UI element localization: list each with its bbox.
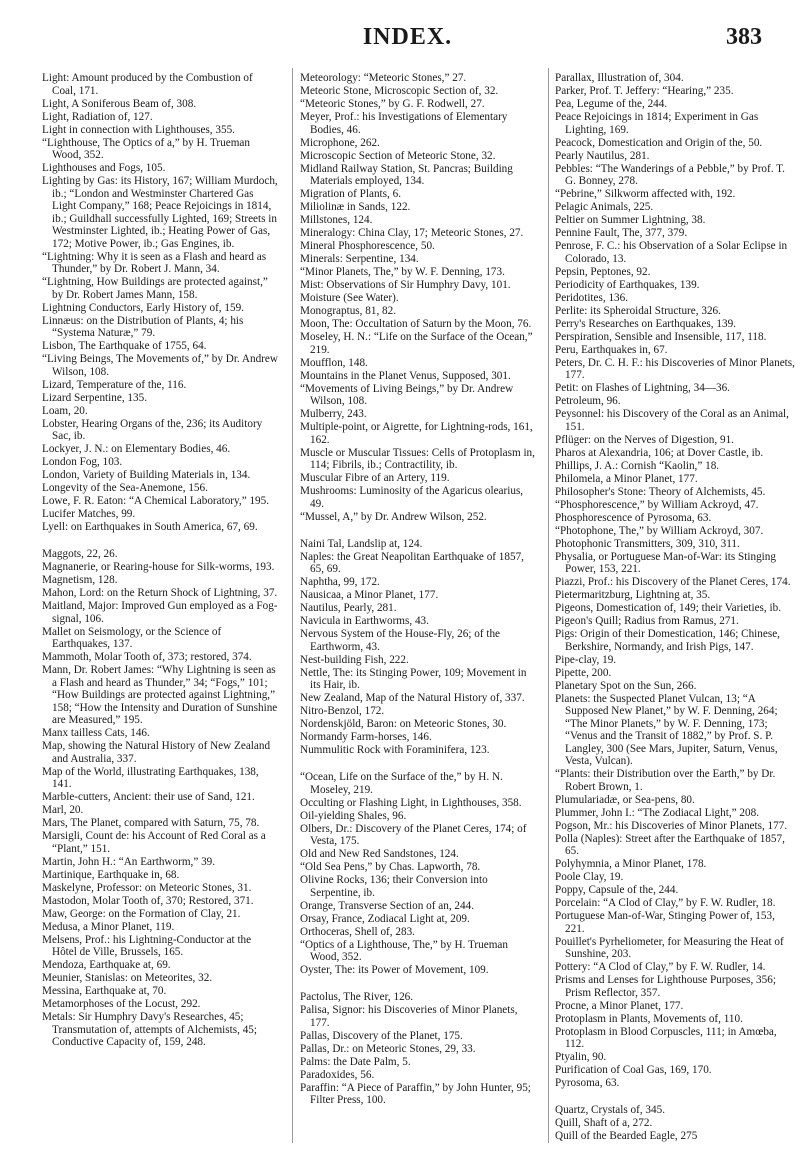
index-entry: Naini Tal, Landslip at, 124. [300, 537, 423, 550]
index-entry: Pigs: Origin of their Domestication, 146; Chinese, Berkshire, Normandy, and Irish Pigs, 147. [555, 628, 780, 653]
index-entry: Purification of Coal Gas, 169, 170. [555, 1064, 712, 1076]
index-entry: Light, A Soniferous Beam of, 308. [42, 97, 197, 110]
index-entry: Philosopher's Stone: Theory of Alchemists, 45. [555, 485, 766, 498]
index-entry: Pactolus, The River, 126. [300, 991, 414, 1003]
index-entry: Mars, The Planet, compared with Saturn, 75, 78. [42, 817, 260, 829]
index-entry: Quill of the Bearded Eagle, 275 [555, 1130, 698, 1142]
index-entry: Minerals: Serpentine, 134. [300, 253, 419, 265]
index-entry: Moseley, H. N.: “Life on the Surface of the Ocean,” 219. [300, 331, 533, 356]
index-entry: “Plants: their Distribution over the Earth,” by Dr. Robert Brown, 1. [555, 768, 776, 793]
index-entry: “Movements of Living Beings,” by Dr. Andrew Wilson, 108. [300, 382, 514, 407]
index-entry: Olbers, Dr.: Discovery of the Planet Ceres, 174; of Vesta, 175. [300, 822, 527, 847]
index-entry: “Minor Planets, The,” by W. F. Denning, 173. [300, 266, 505, 278]
index-entry: Peace Rejoicings in 1814; Experiment in Gas Lighting, 169. [555, 111, 759, 136]
index-entry: Mineral Phosphorescence, 50. [300, 240, 435, 252]
index-entry: Mineralogy: China Clay, 17; Meteoric Stones, 27. [300, 227, 524, 239]
index-entry: Lizard, Temperature of the, 116. [42, 378, 187, 391]
column-divider [292, 68, 293, 1143]
index-entry: Protoplasm in Plants, Movements of, 110. [555, 1012, 743, 1025]
index-entry: Pflüger: on the Nerves of Digestion, 91. [555, 433, 734, 446]
index-entry: Procne, a Minor Planet, 177. [555, 999, 684, 1012]
index-entry: Phosphorescence of Pyrosoma, 63. [555, 511, 712, 524]
index-entry: Peru, Earthquakes in, 67. [555, 343, 668, 356]
index-entry: Nautilus, Pearly, 281. [300, 602, 397, 614]
index-entry: Magnetism, 128. [42, 574, 118, 586]
index-entry: Microscopic Section of Meteoric Stone, 32. [300, 149, 496, 162]
index-entry: London, Variety of Building Materials in, 134. [42, 469, 251, 481]
index-entry: Perspiration, Sensible and Insensible, 117, 118. [555, 330, 767, 343]
index-entry: Periodicity of Earthquakes, 139. [555, 278, 700, 291]
index-entry: Pouillet's Pyrheliometer, for Measuring the Heat of Sunshine, 203. [555, 935, 784, 960]
index-entry: Meteoric Stone, Microscopic Section of, 32. [300, 85, 499, 97]
index-entry: Moufflon, 148. [300, 356, 368, 369]
index-entry: Mammoth, Molar Tooth of, 373; restored, 374. [42, 651, 252, 663]
index-column-3 [555, 72, 795, 1143]
index-entry: Nausicaa, a Minor Planet, 177. [300, 589, 439, 601]
column-divider [548, 68, 549, 1143]
index-entry: Lightning Conductors, Early History of, 159. [42, 301, 244, 314]
index-entry: Pigeons, Domestication of, 149; their Varieties, ib. [555, 602, 781, 614]
index-entry: “Phosphorescence,” by William Ackroyd, 47. [555, 498, 759, 511]
page-header [45, 24, 770, 58]
index-entry: Pyrosoma, 63. [555, 1077, 620, 1089]
index-entry: Pallas, Discovery of the Planet, 175. [300, 1029, 463, 1042]
index-entry: Muscular Fibre of an Artery, 119. [300, 472, 450, 484]
index-entry: Messina, Earthquake at, 70. [42, 985, 167, 997]
index-entry: Portuguese Man-of-War, Stinging Power of, 153, 221. [555, 910, 775, 935]
index-entry: Ptyalin, 90. [555, 1051, 607, 1063]
index-entry: “Living Beings, The Movements of,” by Dr. Andrew Wilson, 108. [42, 353, 278, 378]
index-entry: Perry's Researches on Earthquakes, 139. [555, 317, 736, 330]
index-entry: Pharos at Alexandria, 106; at Dover Castle, ib. [555, 446, 764, 459]
index-entry: Mushrooms: Luminosity of the Agaricus olearius, 49. [300, 485, 524, 510]
index-entry: Lockyer, J. N.: on Elementary Bodies, 46. [42, 443, 231, 455]
letter-section-gap [555, 1090, 795, 1104]
index-entry: Navicula in Earthworms, 43. [300, 615, 429, 627]
index-entry: Plummer, John I.: “The Zodiacal Light,” 208. [555, 806, 759, 819]
index-entry: Normandy Farm-horses, 146. [300, 731, 432, 743]
index-entry: Pearly Nautilus, 281. [555, 149, 650, 162]
index-entry: Nitro-Benzol, 172. [300, 705, 385, 717]
index-entry: Petit: on Flashes of Lightning, 34—36. [555, 382, 730, 394]
index-entry: Oil-yielding Shales, 96. [300, 809, 407, 822]
index-entry: Metamorphoses of the Locust, 292. [42, 998, 201, 1010]
index-entry: Mastodon, Molar Tooth of, 370; Restored, 371. [42, 894, 254, 907]
index-entry: Light, Radiation of, 127. [42, 110, 153, 123]
index-entry: Migration of Plants, 6. [300, 188, 401, 200]
index-entry: Meunier, Stanislas: on Meteorites, 32. [42, 972, 213, 984]
index-entry: “Lightning, How Buildings are protected against,” by Dr. Robert James Mann, 158. [42, 276, 268, 301]
index-entry: Naples: the Great Neapolitan Earthquake of 1857, 65, 69. [300, 550, 524, 575]
index-entry: Planets: the Suspected Planet Vulcan, 13; “A Supposed New Planet,” by W. F. Denning, 264; “The Minor Planets,” by W. F. Denning, 173; “Venus and the Transit of 1882,” by Prof. S. P. Langley, 300 (See Mars, Jupiter, Saturn, Venus, Vesta, Vulcan). [555, 692, 778, 767]
index-entry: Map of the World, illustrating Earthquakes, 138, 141. [42, 765, 259, 790]
index-entry: Lobster, Hearing Organs of the, 236; its Auditory Sac, ib. [42, 417, 263, 442]
index-entry: Light in connection with Lighthouses, 355. [42, 123, 235, 136]
index-entry: Maw, George: on the Formation of Clay, 21. [42, 907, 241, 920]
index-entry: Peridotites, 136. [555, 291, 629, 304]
index-entry: “Optics of a Lighthouse, The,” by H. Trueman Wood, 352. [300, 938, 508, 963]
index-entry: Lisbon, The Earthquake of 1755, 64. [42, 340, 207, 352]
index-entry: Polla (Naples): Street after the Earthquake of 1857, 65. [555, 832, 785, 857]
index-entry: Mist: Observations of Sir Humphry Davy, 101. [300, 279, 511, 291]
index-entry: Orsay, France, Zodiacal Light at, 209. [300, 912, 470, 925]
index-entry: Meyer, Prof.: his Investigations of Elementary Bodies, 46. [300, 111, 508, 136]
index-entry: Nest-building Fish, 222. [300, 653, 409, 666]
index-entry: Petroleum, 96. [555, 395, 621, 407]
index-entry: Physalia, or Portuguese Man-of-War: its Stinging Power, 153, 221. [555, 550, 776, 575]
index-entry: Mulberry, 243. [300, 408, 367, 420]
index-entry: Photophonic Transmitters, 309, 310, 311. [555, 537, 740, 550]
index-entry: Old and New Red Sandstones, 124. [300, 848, 459, 860]
index-entry: Parallax, Illustration of, 304. [555, 72, 684, 84]
index-entry: Martin, John H.: “An Earthworm,” 39. [42, 855, 216, 868]
index-entry: Meteorology: “Meteoric Stones,” 27. [300, 72, 467, 84]
index-entry: Lowe, F. R. Eaton: “A Chemical Laboratory,” 195. [42, 495, 270, 507]
index-entry: Map, showing the Natural History of New Zealand and Australia, 337. [42, 740, 271, 765]
index-entry: Nervous System of the House-Fly, 26; of the Earthworm, 43. [300, 628, 501, 653]
index-entry: Pelagic Animals, 225. [555, 201, 654, 213]
index-column-2 [300, 72, 536, 1107]
index-entry: Lucifer Matches, 99. [42, 508, 136, 520]
index-entry: Manx tailless Cats, 146. [42, 727, 150, 739]
index-entry: “Lightning: Why it is seen as a Flash and heard as Thunder,” by Dr. Robert J. Mann, 34. [42, 250, 267, 275]
index-entry: Mahon, Lord: on the Return Shock of Lightning, 37. [42, 587, 278, 599]
running-title: INDEX. [362, 24, 453, 50]
index-entry: Occulting or Flashing Light, in Lighthouses, 358. [300, 796, 522, 809]
index-entry: Naphtha, 99, 172. [300, 576, 380, 588]
index-entry: Lyell: on Earthquakes in South America, 67, 69. [42, 521, 258, 533]
index-entry: “Ocean, Life on the Surface of the,” by H. N. Moseley, 219. [300, 771, 503, 796]
index-entry: Poole Clay, 19. [555, 871, 624, 883]
index-entry: Oyster, The: its Power of Movement, 109. [300, 964, 489, 976]
index-entry: Pea, Legume of the, 244. [555, 98, 668, 110]
index-entry: Midland Railway Station, St. Pancras; Building Materials employed, 134. [300, 162, 513, 187]
index-entry: Light: Amount produced by the Combustion of Coal, 171. [42, 72, 253, 97]
index-entry: New Zealand, Map of the Natural History of, 337. [300, 692, 525, 704]
index-entry: Palisa, Signor: his Discoveries of Minor Planets, 177. [300, 1004, 518, 1029]
index-entry: Moon, The: Occultation of Saturn by the Moon, 76. [300, 318, 532, 330]
index-entry: Pigeon's Quill; Radius from Ramus, 271. [555, 615, 739, 627]
index-entry: Porcelain: “A Clod of Clay,” by F. W. Rudler, 18. [555, 897, 776, 909]
index-entry: Pietermaritzburg, Lightning at, 35. [555, 589, 711, 601]
letter-section-gap [300, 757, 536, 771]
index-entry: Mendoza, Earthquake at, 69. [42, 959, 171, 971]
index-entry: “Lighthouse, The Optics of a,” by H. Trueman Wood, 352. [42, 136, 250, 161]
index-entry: Millstones, 124. [300, 214, 373, 226]
index-entry: Palms: the Date Palm, 5. [300, 1055, 411, 1068]
index-entry: “Photophone, The,” by William Ackroyd, 307. [555, 524, 764, 537]
index-entry: Plumulariadæ, or Sea-pens, 80. [555, 793, 695, 806]
index-entry: Orange, Transverse Section of an, 244. [300, 899, 474, 912]
letter-section-gap [300, 977, 536, 991]
index-entry: Maskelyne, Professor: on Meteoric Stones, 31. [42, 881, 252, 894]
index-entry: Mountains in the Planet Venus, Supposed, 301. [300, 369, 511, 382]
index-entry: Pallas, Dr.: on Meteoric Stones, 29, 33. [300, 1042, 476, 1055]
index-entry: Linnæus: on the Distribution of Plants, 4; his “Systema Naturæ,” 79. [42, 314, 244, 339]
index-entry: Multiple-point, or Aigrette, for Lightning-rods, 161, 162. [300, 421, 533, 446]
index-entry: Paradoxides, 56. [300, 1068, 375, 1081]
index-entry: Maggots, 22, 26. [42, 548, 118, 560]
index-entry: Paraffin: “A Piece of Paraffin,” by John Hunter, 95; Filter Press, 100. [300, 1081, 531, 1106]
index-entry: Mann, Dr. Robert James: “Why Lightning is seen as a Flash and heard as Thunder,” 34; “Fogs,” 101; “How Buildings are protected against Lightning,” 158; “How the Intensity and Duration of Sunshine are Measured,” 195. [42, 664, 278, 726]
index-entry: Marsigli, Count de: his Account of Red Coral as a “Plant,” 151. [42, 830, 266, 855]
index-entry: “Mussel, A,” by Dr. Andrew Wilson, 252. [300, 510, 487, 523]
index-entry: Nordenskjöld, Baron: on Meteoric Stones, 30. [300, 718, 507, 730]
index-entry: Pipette, 200. [555, 666, 612, 679]
index-entry: Martinique, Earthquake in, 68. [42, 868, 180, 881]
index-entry: Polyhymnia, a Minor Planet, 178. [555, 858, 707, 870]
index-entry: Metals: Sir Humphry Davy's Researches, 45; Transmutation of, attempts of Alchemists, 45; Conductive Capacity of, 159, 248. [42, 1011, 257, 1048]
page-number: 383 [726, 24, 762, 50]
index-entry: Pepsin, Peptones, 92. [555, 265, 651, 278]
index-entry: Pennine Fault, The, 377, 379. [555, 227, 688, 239]
index-entry: Protoplasm in Blood Corpuscles, 111; in Amœba, 112. [555, 1025, 777, 1050]
index-entry: Pogson, Mr.: his Discoveries of Minor Planets, 177. [555, 819, 788, 832]
index-entry: Loam, 20. [42, 404, 88, 417]
index-entry: Nummulitic Rock with Foraminifera, 123. [300, 744, 490, 756]
index-entry: “Old Sea Pens,” by Chas. Lapworth, 78. [300, 861, 481, 873]
index-entry: Pebbles: “The Wanderings of a Pebble,” by Prof. T. G. Bonney, 278. [555, 162, 785, 187]
index-entry: Magnanerie, or Rearing-house for Silk-worms, 193. [42, 561, 275, 573]
index-entry: “Pebrine,” Silkworm affected with, 192. [555, 188, 736, 200]
index-entry: Moisture (See Water). [300, 292, 399, 304]
index-entry: Nettle, The: its Stinging Power, 109; Movement in its Hair, ib. [300, 666, 527, 691]
index-entry: Perlite: its Spheroidal Structure, 326. [555, 304, 721, 317]
index-entry: Medusa, a Minor Planet, 119. [42, 920, 175, 933]
index-entry: Muscle or Muscular Tissues: Cells of Protoplasm in, 114; Fibrils, ib.; Contractility, ib. [300, 446, 535, 471]
index-column-1 [42, 72, 278, 1049]
index-entry: Melsens, Prof.: his Lightning-Conductor at the Hôtel de Ville, Brussels, 165. [42, 933, 252, 958]
index-entry: Pipe-clay, 19. [555, 653, 617, 666]
index-entry: Miliolinæ in Sands, 122. [300, 201, 411, 213]
index-entry: Marble-cutters, Ancient: their use of Sand, 121. [42, 791, 255, 803]
index-entry: Maitland, Major: Improved Gun employed as a Fog-signal, 106. [42, 600, 278, 625]
index-entry: Penrose, F. C.: his Observation of a Solar Eclipse in Colorado, 13. [555, 240, 788, 265]
index-entry: Peysonnel: his Discovery of the Coral as an Animal, 151. [555, 408, 789, 433]
index-entry: Olivine Rocks, 136; their Conversion into Serpentine, ib. [300, 874, 488, 899]
index-entry: Philomela, a Minor Planet, 177. [555, 472, 698, 485]
index-entry: Orthoceras, Shell of, 283. [300, 925, 415, 938]
index-entry: London Fog, 103. [42, 456, 123, 468]
index-entry: Lighting by Gas: its History, 167; William Murdoch, ib.; “London and Westminster Chartered Gas Light Company,” 168; Peace Rejoicings in 1814, ib.; Guildhall successfully Lighted, 169; Streets in Westminster Lighted, ib.; Heating Power of Gas, 172; Motive Power, ib.; Gas Engines, ib. [42, 175, 278, 250]
index-entry: Quartz, Crystals of, 345. [555, 1104, 665, 1116]
index-entry: Peltier on Summer Lightning, 38. [555, 214, 706, 226]
index-entry: Longevity of the Sea-Anemone, 156. [42, 482, 208, 494]
letter-section-gap [42, 534, 278, 548]
index-entry: Poppy, Capsule of the, 244. [555, 884, 679, 896]
index-entry: “Meteoric Stones,” by G. F. Rodwell, 27. [300, 98, 485, 110]
index-entry: Lizard Serpentine, 135. [42, 391, 148, 404]
index-entry: Parker, Prof. T. Jeffery: “Hearing,” 235. [555, 85, 734, 97]
index-entry: Prisms and Lenses for Lighthouse Purposes, 356; Prism Reflector, 357. [555, 974, 776, 999]
index-entry: Pottery: “A Clod of Clay,” by F. W. Rudler, 14. [555, 961, 766, 973]
index-entry: Peters, Dr. C. H. F.: his Discoveries of Minor Planets, 177. [555, 356, 795, 381]
index-entry: Monograptus, 81, 82. [300, 305, 397, 317]
index-entry: Piazzi, Prof.: his Discovery of the Planet Ceres, 174. [555, 576, 791, 588]
index-entry: Quill, Shaft of a, 272. [555, 1117, 653, 1129]
index-entry: Marl, 20. [42, 804, 84, 816]
letter-section-gap [300, 524, 536, 538]
index-entry: Mallet on Seismology, or the Science of Earthquakes, 137. [42, 625, 222, 650]
index-entry: Planetary Spot on the Sun, 266. [555, 679, 697, 692]
index-entry: Microphone, 262. [300, 136, 380, 149]
index-entry: Peacock, Domestication and Origin of the, 50. [555, 136, 763, 149]
index-entry: Lighthouses and Fogs, 105. [42, 162, 166, 174]
index-entry: Phillips, J. A.: Cornish “Kaolin,” 18. [555, 459, 720, 472]
